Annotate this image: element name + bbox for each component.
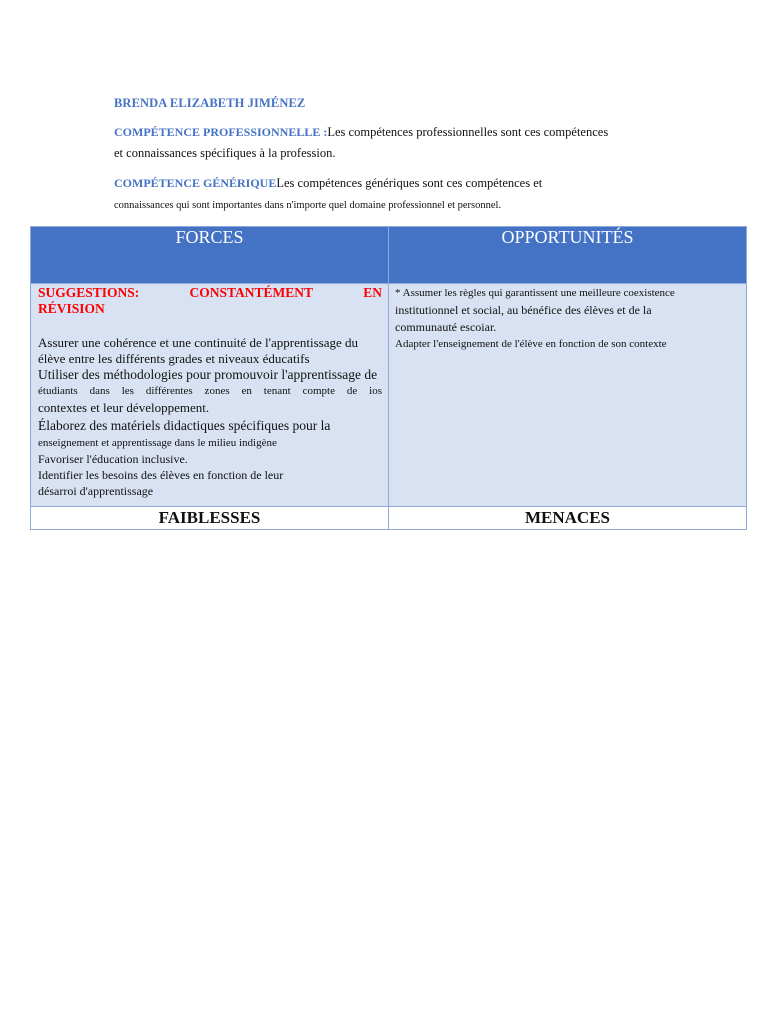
opportunites-header: OPPORTUNITÉS — [389, 227, 747, 284]
revision-word: RÉVISION — [38, 301, 105, 316]
generic-competence-text-a: Les compétences génériques sont ces compétences et — [276, 176, 543, 190]
opportunites-cell — [389, 284, 747, 507]
generic-competence-text-b: connaissances qui sont importantes dans n'importe quel domaine professionnel et personnel. — [114, 200, 502, 211]
opportunites-line-4: Adapter l'enseignement de l'élève en fonction de son contexte — [395, 338, 667, 350]
forces-line-1: Assurer une cohérence et une continuité de l'apprentissage du — [38, 335, 358, 350]
generic-competence-paragraph — [114, 173, 641, 216]
swot-table — [30, 226, 747, 530]
forces-line-7: enseignement et apprentissage dans le milieu indigène — [38, 437, 277, 449]
opportunites-line-2: institutionnel et social, au bénéfice des élèves et de la — [395, 303, 652, 317]
faiblesses-header: FAIBLESSES — [31, 507, 389, 530]
forces-header: FORCES — [31, 227, 389, 284]
swot-footer-row — [31, 507, 747, 530]
professional-competence-paragraph — [114, 122, 641, 164]
forces-line-5: contextes et leur développement. — [38, 400, 210, 415]
author-name: BRENDA ELIZABETH JIMÉNEZ — [114, 96, 306, 110]
constantement-word: CONSTANTÉMENT — [189, 285, 314, 300]
forces-line-10: désarroi d'apprentissage — [38, 484, 154, 498]
swot-body-row — [31, 284, 747, 507]
professional-competence-keyword: COMPÉTENCE PROFESSIONNELLE : — [114, 125, 328, 139]
menaces-header: MENACES — [389, 507, 747, 530]
forces-line-8: Favoriser l'éducation inclusive. — [38, 452, 188, 466]
forces-line-2: élève entre les différents grades et niveaux éducatifs — [38, 351, 310, 366]
forces-line-4: étudiants dans les différentes zones en tenant compte de ios — [38, 385, 382, 397]
forces-line-6: Élaborez des matériels didactiques spécifiques pour la — [38, 418, 331, 433]
suggestions-heading — [38, 285, 382, 317]
en-word: EN — [363, 285, 382, 300]
suggestions-word: SUGGESTIONS: — [38, 285, 140, 300]
professional-competence-text-a: Les compétences professionnelles sont ces compétences — [327, 125, 609, 139]
opportunites-line-3: communauté escoiar. — [395, 320, 497, 334]
forces-line-9: Identifier les besoins des élèves en fonction de leur — [38, 468, 284, 482]
swot-header-row — [31, 227, 747, 284]
forces-cell — [31, 284, 389, 507]
forces-line-3: Utiliser des méthodologies pour promouvoir l'apprentissage de — [38, 367, 378, 382]
generic-competence-keyword: COMPÉTENCE GÉNÉRIQUE — [114, 176, 277, 190]
opportunites-line-1: * Assumer les règles qui garantissent une meilleure coexistence — [395, 287, 675, 299]
professional-competence-text-b: et connaissances spécifiques à la profession. — [114, 146, 336, 160]
